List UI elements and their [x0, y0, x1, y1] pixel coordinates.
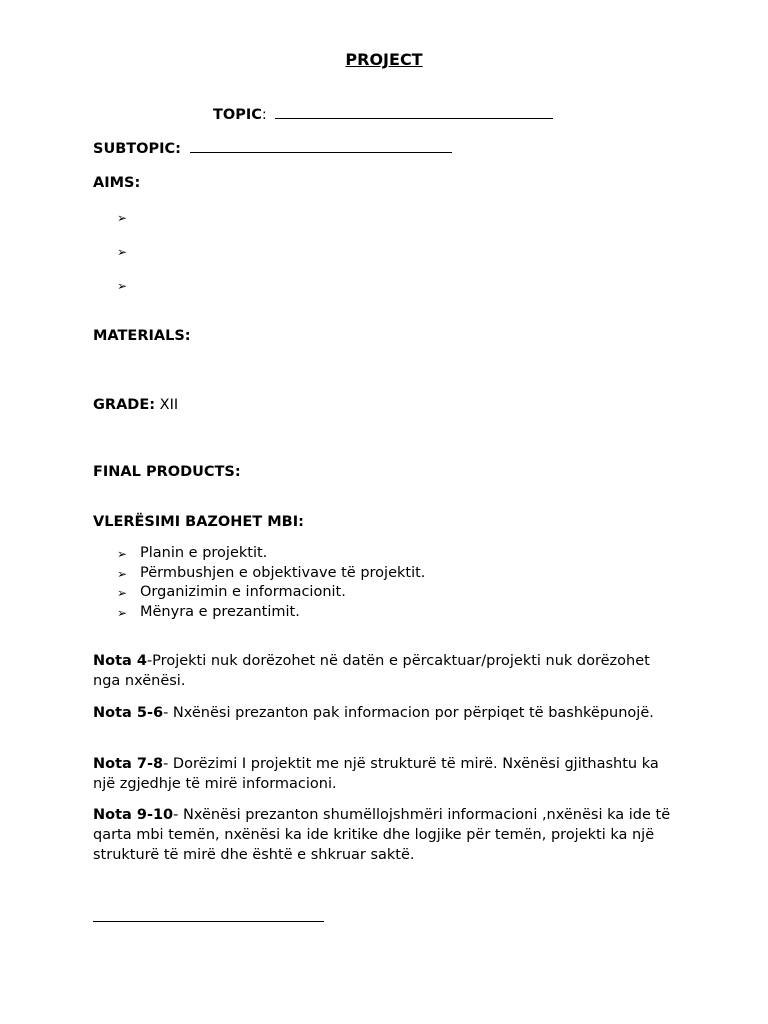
- grade-text-5-6: - Nxënësi prezanton pak informacion por përpiqet të bashkëpunojë.: [163, 705, 654, 721]
- assessment-item-3: Organizimin e informacionit.: [140, 584, 346, 600]
- aims-arrow-2: ➢: [117, 245, 128, 259]
- page-title: PROJECT: [345, 50, 423, 69]
- assessment-item-1: Planin e projektit.: [140, 545, 268, 561]
- topic-row: [213, 107, 553, 123]
- assessment-arrow-3: ➢: [117, 586, 128, 600]
- grade-text-7-8: - Dorëzimi I projektit me një strukturë të mirë. Nxënësi gjithashtu ka një zgjedhje të mirë informacioni.: [93, 756, 659, 792]
- aims-arrow-3: ➢: [117, 279, 128, 293]
- materials-label: MATERIALS:: [93, 328, 191, 344]
- signature-line: [93, 921, 324, 922]
- grade-row: [93, 397, 178, 413]
- assessment-arrow-1: ➢: [117, 547, 128, 561]
- subtopic-row: [93, 141, 452, 157]
- grade-paragraph-9-10: [93, 805, 673, 865]
- aims-arrow-1: ➢: [117, 211, 128, 225]
- assessment-arrow-2: ➢: [117, 567, 128, 581]
- grade-label-9-10: Nota 9-10: [93, 807, 174, 823]
- grade-label: GRADE:: [93, 397, 156, 413]
- subtopic-label: SUBTOPIC:: [93, 141, 181, 157]
- grade-paragraph-7-8: [93, 754, 673, 794]
- grade-paragraph-5-6: [93, 703, 673, 723]
- assessment-item-2: Përmbushjen e objektivave të projektit.: [140, 565, 426, 581]
- grade-label-5-6: Nota 5-6: [93, 705, 164, 721]
- grade-value: XII: [159, 397, 179, 413]
- aims-label: AIMS:: [93, 175, 141, 191]
- grade-label-7-8: Nota 7-8: [93, 756, 164, 772]
- assessment-item-4: Mënyra e prezantimit.: [140, 604, 300, 620]
- topic-blank-line: [275, 117, 553, 119]
- grade-text-9-10: - Nxënësi prezanton shumëllojshmëri informacioni ,nxënësi ka ide të qarta mbi temën, nxënësi ka ide kritike dhe logjike për temën, projekti ka një strukturë të mirë dhe është e shkruar saktë.: [93, 807, 671, 863]
- grade-text-4: -Projekti nuk dorëzohet në datën e përcaktuar/projekti nuk dorëzohet nga nxënësi.: [93, 653, 650, 689]
- assessment-arrow-4: ➢: [117, 606, 128, 620]
- grade-paragraph-4: [93, 651, 673, 691]
- topic-label: TOPIC: [213, 107, 262, 123]
- subtopic-blank-line: [190, 151, 452, 153]
- assessment-heading: VLERËSIMI BAZOHET MBI:: [93, 514, 304, 530]
- grade-label-4: Nota 4: [93, 653, 147, 669]
- topic-colon: :: [261, 107, 267, 123]
- final-products-label: FINAL PRODUCTS:: [93, 464, 241, 480]
